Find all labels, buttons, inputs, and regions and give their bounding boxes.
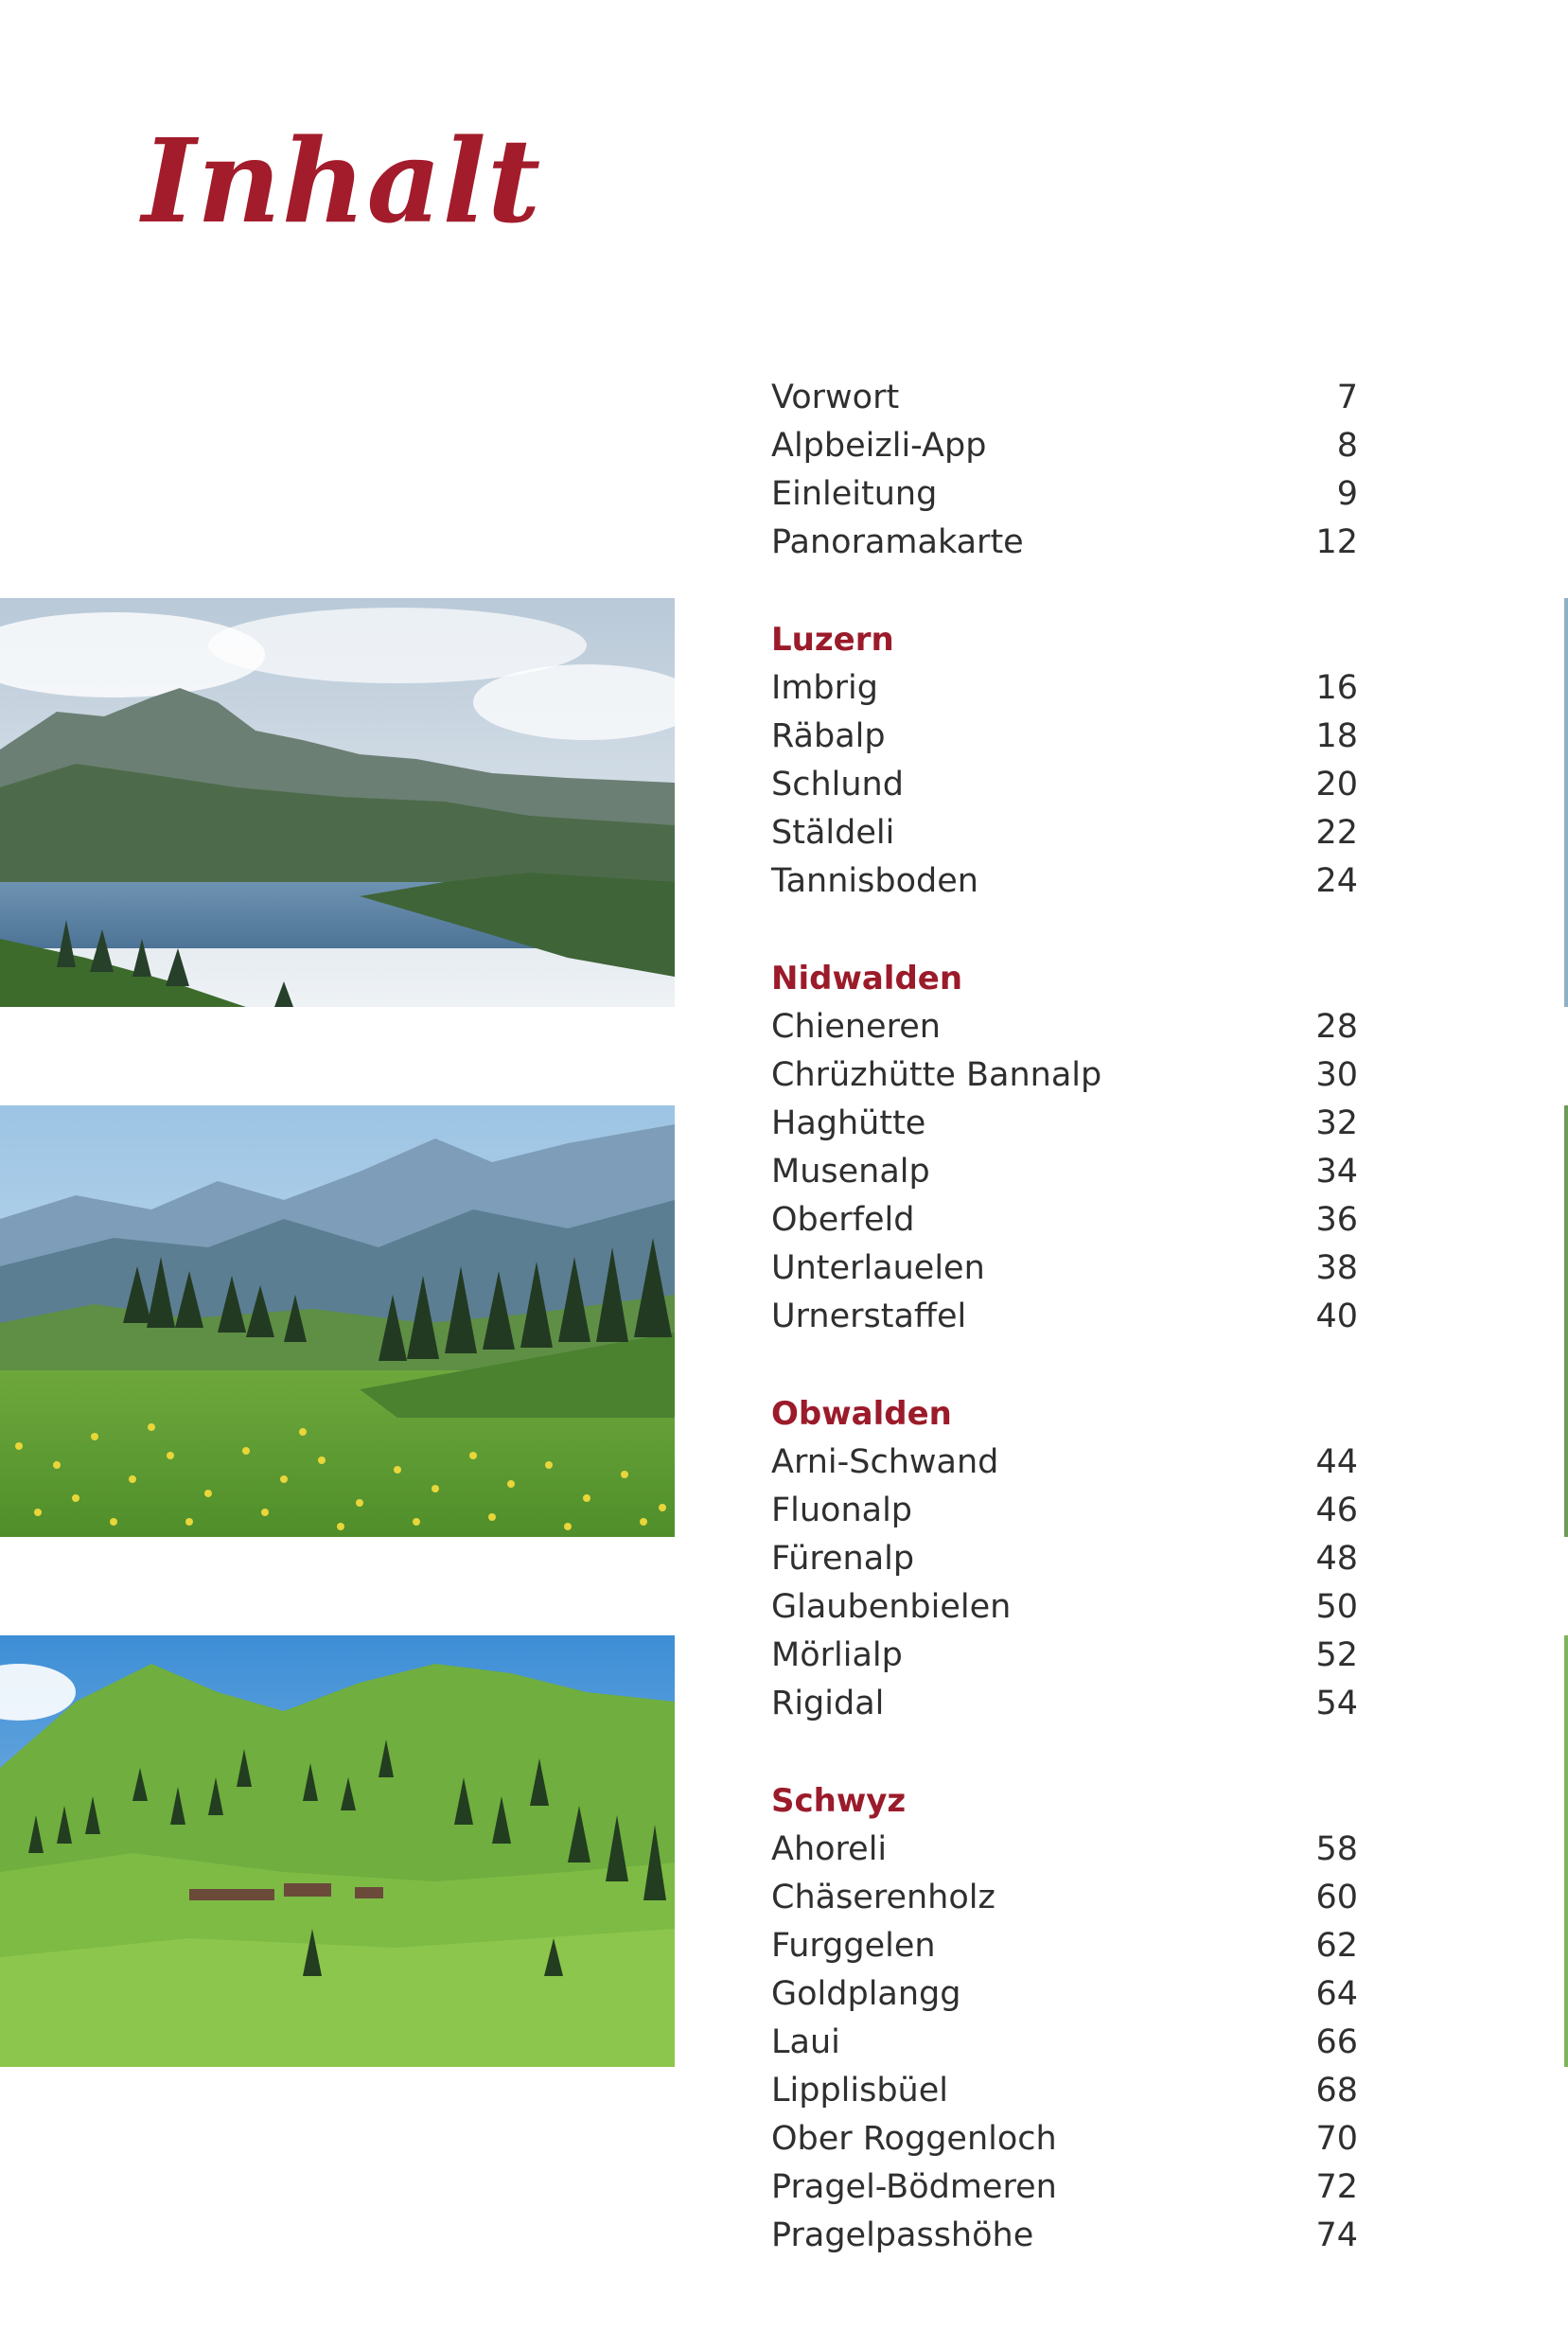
toc-entry[interactable] [771, 2067, 1358, 2115]
toc-entry-page: 74 [1315, 2216, 1358, 2254]
page-title: Inhalt [142, 113, 542, 249]
toc-entry-label: Unterlauelen [771, 1249, 985, 1287]
toc-entry[interactable] [771, 857, 1358, 906]
table-of-contents [771, 374, 1358, 2309]
toc-entry[interactable] [771, 470, 1358, 519]
toc-entry[interactable] [771, 1874, 1358, 1922]
toc-entry-page: 64 [1315, 1975, 1358, 2013]
toc-entry-label: Mörlialp [771, 1636, 903, 1674]
toc-entry-page: 12 [1315, 523, 1358, 561]
toc-entry[interactable] [771, 374, 1358, 422]
toc-section-obwalden [771, 1390, 1358, 1728]
page-edge-strip [1564, 1105, 1568, 1537]
toc-entry[interactable] [771, 1632, 1358, 1680]
toc-entry[interactable] [771, 2212, 1358, 2260]
toc-entry-page: 46 [1315, 1492, 1358, 1529]
toc-entry-page: 60 [1315, 1879, 1358, 1916]
toc-entry[interactable] [771, 2163, 1358, 2212]
toc-entry[interactable] [771, 1922, 1358, 1970]
toc-entry[interactable] [771, 1826, 1358, 1874]
toc-entry[interactable] [771, 1196, 1358, 1245]
toc-entry[interactable] [771, 809, 1358, 857]
toc-entry[interactable] [771, 664, 1358, 713]
toc-entry[interactable] [771, 1051, 1358, 1100]
toc-entry-page: 32 [1315, 1104, 1358, 1142]
toc-entry[interactable] [771, 1245, 1358, 1293]
toc-entry[interactable] [771, 519, 1358, 567]
toc-entry-label: Ober Roggenloch [771, 2120, 1057, 2158]
toc-entry[interactable] [771, 1439, 1358, 1487]
section-heading: Obwalden [771, 1395, 952, 1433]
toc-entry-page: 66 [1315, 2023, 1358, 2061]
toc-entry[interactable] [771, 713, 1358, 761]
toc-entry[interactable] [771, 1535, 1358, 1583]
toc-section-intro [771, 374, 1358, 567]
toc-entry-page: 9 [1336, 475, 1358, 513]
toc-entry-page: 54 [1315, 1685, 1358, 1722]
toc-entry-page: 40 [1315, 1298, 1358, 1335]
toc-entry-label: Urnerstaffel [771, 1298, 967, 1335]
toc-entry[interactable] [771, 1680, 1358, 1728]
toc-entry-label: Chieneren [771, 1008, 941, 1046]
toc-entry[interactable] [771, 761, 1358, 809]
toc-entry-label: Chrüzhütte Bannalp [771, 1056, 1102, 1094]
toc-entry-page: 52 [1315, 1636, 1358, 1674]
toc-entry-label: Chäserenholz [771, 1879, 995, 1916]
toc-entry-page: 36 [1315, 1201, 1358, 1239]
toc-entry-page: 24 [1315, 862, 1358, 900]
toc-entry-label: Ahoreli [771, 1830, 888, 1868]
toc-entry[interactable] [771, 422, 1358, 470]
toc-entry-label: Arni-Schwand [771, 1443, 999, 1481]
toc-entry-page: 70 [1315, 2120, 1358, 2158]
toc-entry-page: 16 [1315, 669, 1358, 707]
toc-entry-label: Tannisboden [771, 862, 978, 900]
toc-entry[interactable] [771, 1583, 1358, 1632]
toc-entry-page: 20 [1315, 766, 1358, 803]
toc-entry-page: 62 [1315, 1927, 1358, 1965]
toc-entry-label: Pragelpasshöhe [771, 2216, 1034, 2254]
toc-entry-label: Pragel-Bödmeren [771, 2168, 1057, 2206]
page-edge-strip [1564, 598, 1568, 1007]
toc-entry-page: 18 [1315, 717, 1358, 755]
toc-entry[interactable] [771, 1970, 1358, 2019]
section-heading: Nidwalden [771, 960, 963, 997]
toc-entry-page: 7 [1336, 379, 1358, 416]
toc-entry[interactable] [771, 1148, 1358, 1196]
toc-entry[interactable] [771, 1003, 1358, 1051]
toc-entry-label: Haghütte [771, 1104, 926, 1142]
toc-entry-label: Panoramakarte [771, 523, 1024, 561]
section-heading: Luzern [771, 621, 894, 659]
toc-entry[interactable] [771, 1100, 1358, 1148]
toc-entry-label: Einleitung [771, 475, 938, 513]
toc-entry-label: Rigidal [771, 1685, 885, 1722]
toc-entry[interactable] [771, 2019, 1358, 2067]
toc-entry-label: Räbalp [771, 717, 886, 755]
section-heading: Schwyz [771, 1782, 907, 1820]
toc-entry-label: Glaubenbielen [771, 1588, 1012, 1626]
toc-entry-label: Schlund [771, 766, 904, 803]
toc-entry-label: Laui [771, 2023, 840, 2061]
toc-entry-label: Stäldeli [771, 814, 895, 852]
toc-entry-page: 50 [1315, 1588, 1358, 1626]
toc-entry-page: 48 [1315, 1540, 1358, 1578]
toc-entry-page: 68 [1315, 2072, 1358, 2110]
photo-alpine-meadow [0, 1105, 675, 1537]
toc-entry-page: 22 [1315, 814, 1358, 852]
toc-entry-page: 38 [1315, 1249, 1358, 1287]
toc-entry-label: Fluonalp [771, 1492, 913, 1529]
toc-entry[interactable] [771, 1487, 1358, 1535]
toc-section-schwyz [771, 1777, 1358, 2260]
toc-entry-label: Goldplangg [771, 1975, 961, 2013]
toc-entry-page: 28 [1315, 1008, 1358, 1046]
toc-entry-label: Musenalp [771, 1153, 930, 1191]
toc-section-luzern [771, 616, 1358, 906]
toc-entry-page: 72 [1315, 2168, 1358, 2206]
toc-entry-label: Vorwort [771, 379, 900, 416]
toc-entry-label: Alpbeizli-App [771, 427, 987, 465]
toc-section-nidwalden [771, 955, 1358, 1341]
toc-entry-page: 30 [1315, 1056, 1358, 1094]
page-edge-strip [1564, 1635, 1568, 2067]
toc-entry-page: 44 [1315, 1443, 1358, 1481]
toc-entry-label: Fürenalp [771, 1540, 915, 1578]
toc-entry[interactable] [771, 2115, 1358, 2163]
toc-entry-label: Furggelen [771, 1927, 936, 1965]
toc-entry-page: 8 [1336, 427, 1358, 465]
toc-entry-label: Oberfeld [771, 1201, 915, 1239]
toc-entry-page: 58 [1315, 1830, 1358, 1868]
photo-lake-mountain [0, 598, 675, 1007]
toc-entry-label: Imbrig [771, 669, 878, 707]
photo-green-hills [0, 1635, 675, 2067]
toc-entry-page: 34 [1315, 1153, 1358, 1191]
toc-entry-label: Lipplisbüel [771, 2072, 948, 2110]
toc-entry[interactable] [771, 1293, 1358, 1341]
